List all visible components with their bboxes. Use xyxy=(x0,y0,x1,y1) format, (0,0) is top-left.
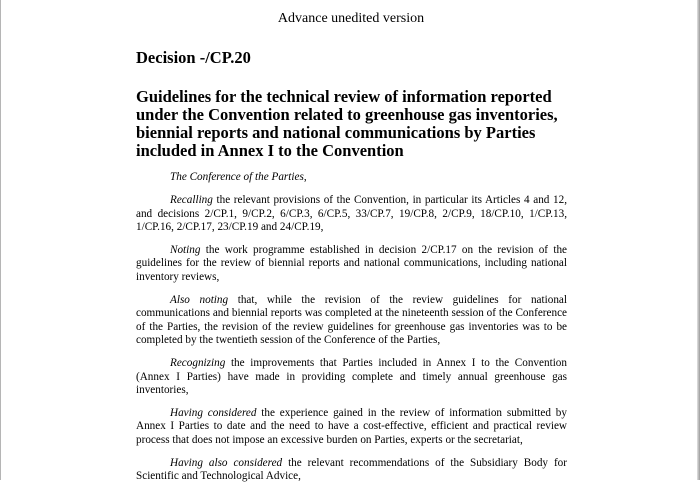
paragraph-text: that, while the revision of the review guidelines for national communications and biennial reports was completed at the nineteenth session of the Conference of the Parties, the revision of the review guidelines for greenhouse gas inventories was to be completed by the twentieth session of the Conference of the Parties, xyxy=(136,294,567,346)
paragraph-lead: Having also considered xyxy=(170,457,283,470)
paragraph-noting xyxy=(136,244,567,284)
decision-number: Decision -/CP.20 xyxy=(136,48,251,67)
document-title: Guidelines for the technical review of information reported under the Convention related to greenhouse gas inventories, biennial reports and national communications by Parties included in Annex I to the Convention xyxy=(136,87,558,160)
paragraph-recalling xyxy=(136,194,567,234)
paragraph-recognizing xyxy=(136,357,567,397)
paragraph-text: the improvements that Parties included in Annex I to the Convention (Annex I Parties) have made in providing complete and timely annual greenhouse gas inventories, xyxy=(136,357,567,396)
paragraph-lead: Noting xyxy=(170,244,201,257)
paragraph-lead: The Conference of the Parties xyxy=(170,171,304,183)
paragraph-text: the relevant provisions of the Convention, in particular its Articles 4 and 12, and decisions 2/CP.1, 9/CP.2, 6/CP.3, 6/CP.5, 33/CP.7, 19/CP.8, 2/CP.9, 18/CP.10, 1/CP.13, 1/CP.16, 2/CP.17, 23/CP.19 and 24/CP.19, xyxy=(136,194,567,233)
header-note: Advance unedited version xyxy=(277,11,425,26)
paragraph-text: the experience gained in the review of information submitted by Annex I Parties to date and the need to have a cost-effective, efficient and practical review process that does not impose an excessive burden on Parties, experts or the secretariat, xyxy=(136,407,567,446)
paragraph-lead: Recognizing xyxy=(170,357,226,370)
paragraph-having-considered xyxy=(136,407,567,447)
paragraph-text: , xyxy=(303,171,307,183)
document-body xyxy=(136,171,567,494)
paragraph-text: the relevant recommendations of the Subsidiary Body for Scientific and Technological Advice, xyxy=(136,457,567,483)
paragraph-lead: Recalling xyxy=(170,194,213,207)
paragraph-text: the work programme established in decision 2/CP.17 on the revision of the guidelines for the review of biennial reports and national communications, including national inventory reviews, xyxy=(136,244,567,283)
paragraph-preamble xyxy=(136,171,567,184)
paragraph-also-noting xyxy=(136,294,567,347)
paragraph-lead: Having considered xyxy=(170,407,257,420)
paragraph-lead: Also noting xyxy=(170,294,229,307)
